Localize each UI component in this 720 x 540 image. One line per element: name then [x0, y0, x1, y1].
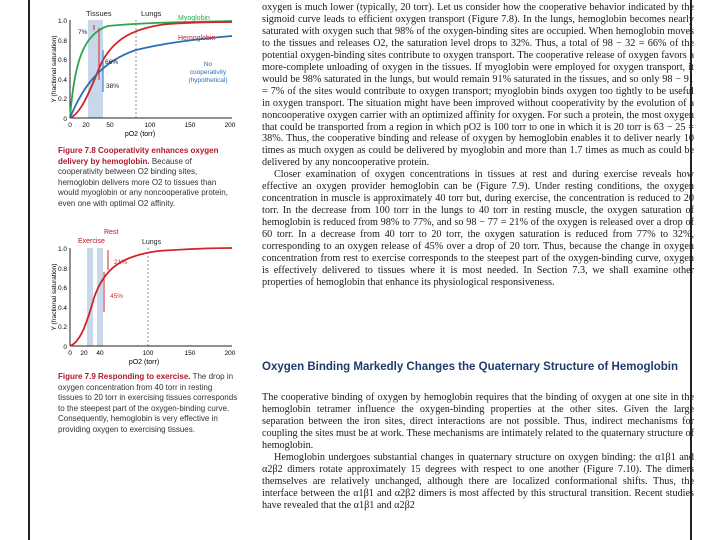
- left-margin-rule: [28, 0, 30, 540]
- x-tick: 0: [68, 122, 72, 129]
- annotation-45: 45%: [110, 293, 124, 300]
- x-tick: 0: [68, 350, 72, 357]
- annotation-38: 38%: [106, 83, 120, 90]
- tissues-band: [88, 20, 103, 118]
- y-axis-label: Y (fractional saturation): [51, 35, 58, 103]
- caption-title: Responding to exercise.: [98, 372, 191, 381]
- figure-7-8-caption: [58, 146, 238, 209]
- caption-title: Cooperativity enhances oxygen delivery by hemoglobin.: [58, 146, 219, 166]
- legend-nocoop-1: No: [203, 61, 213, 68]
- rest-band: [97, 248, 103, 346]
- x-tick: 20: [82, 122, 90, 129]
- exercise-label: Exercise: [78, 238, 105, 245]
- y-tick: 1.0: [57, 246, 67, 253]
- x-ticks: [68, 122, 236, 129]
- annotation-21: 21%: [114, 259, 128, 266]
- y-tick: 0.8: [57, 266, 67, 273]
- y-tick: 0.6: [57, 285, 67, 292]
- y-tick: 0: [63, 344, 67, 351]
- legend-nocoop-2: cooperativity: [189, 69, 227, 76]
- y-tick: 0.4: [57, 77, 67, 84]
- y-tick: 0.6: [57, 57, 67, 64]
- lungs-label: Lungs: [142, 239, 162, 246]
- y-tick: 0.2: [57, 324, 67, 331]
- paragraph: Hemoglobin undergoes substantial changes in quaternary structure on oxygen binding: the α1β1 and α2β2 dimers rotate approximately 15 degrees with respect to one another (Figure 7.10). The dimers themselves are relatively unchanged, although there are localized conformational shifts. Thus, the interface between the α1β1 and α2β2 dimers is most affected by this structural transition. Recent studies have revealed that the α1β1 and α2β2: [262, 451, 694, 511]
- hemoglobin-curve: [70, 248, 232, 346]
- legend-nocoop-3: (hypothetical): [188, 77, 228, 84]
- figure-7-9-caption: [58, 372, 238, 435]
- legend-myoglobin: Myoglobin: [178, 15, 210, 22]
- y-ticks: [58, 18, 67, 123]
- x-tick: 100: [144, 122, 156, 129]
- y-ticks: [58, 246, 67, 351]
- tissues-label: Tissues: [86, 9, 112, 18]
- exercise-band: [87, 248, 93, 346]
- body-column-top: [262, 2, 694, 289]
- paragraph: The cooperative binding of oxygen by hemoglobin requires that the binding of oxygen at one site in the hemoglobin tetramer influence the oxygen-binding properties at the other sites. Given the large separation between the iron sites, direct interactions are not possible. Thus, indirect mechanisms for coupling the sites must be at work. These mechanisms are intimately related to the quaternary structure of hemoglobin.: [262, 392, 694, 451]
- x-axis-label: pO2 (torr): [124, 131, 156, 138]
- caption-label: Figure 7.8: [58, 146, 96, 155]
- caption-label: Figure 7.9: [58, 372, 96, 381]
- annotation-7: 7%: [78, 29, 88, 36]
- y-tick: 0.4: [57, 305, 67, 312]
- caption-text: Because of cooperativity between O2 binding sites, hemoglobin delivers more O2 to tissues than would myoglobin or any noncooperative protein, even one with optimal O2 affinity.: [58, 156, 228, 208]
- paragraph: Closer examination of oxygen concentrations in tissues at rest and during exercise reveals how effective an oxygen provider hemoglobin can be (Figure 7.9). Under resting conditions, the oxygen concentration in muscle is approximately 40 torr but, during exercise, the concentration is reduced to 20 torr. In the decrease from 100 torr in the lungs to 40 torr in resting muscle, the oxygen saturation of hemoglobin is reduced from 98% to 77%, and so 98 − 77 = 21% of the oxygen is released over a drop of 60 torr. In a decrease from 40 torr to 20 torr, the oxygen saturation is reduced from 77% to 32%, corresponding to an oxygen release of 45% over a drop of 20 torr. Thus, because the change in oxygen concentration from rest to exercise corresponds to the steepest part of the oxygen-binding curve, oxygen is effectively delivered to tissues where it is most needed. In Section 7.3, we shall examine other properties of hemoglobin that enhance its physiological responsiveness.: [262, 169, 694, 288]
- section-heading: Oxygen Binding Markedly Changes the Quaternary Structure of Hemoglobin: [262, 361, 678, 373]
- x-tick: 20: [80, 350, 88, 357]
- caption-text: The drop in oxygen concentration from 40 torr in resting tissues to 20 torr in exercising tissues corresponds to the steepest part of the oxygen-binding curve. Consequently, hemoglobin is very effective in providing oxygen to exercising tissues.: [58, 372, 238, 434]
- x-tick: 100: [142, 350, 154, 357]
- annotation-66: 66%: [105, 59, 119, 66]
- figure-7-8: [48, 6, 248, 138]
- y-axis-label: Y (fractional saturation): [51, 263, 58, 331]
- legend-hemoglobin: Hemoglobin: [178, 35, 216, 42]
- paragraph: oxygen is much lower (typically, 20 torr). Let us consider how the cooperative behavior indicated by the sigmoid curve leads to efficient oxygen transport (Figure 7.8). In the lungs, hemoglobin becomes nearly saturated with oxygen such that 98% of the oxygen-binding sites are occupied. When hemoglobin moves to the tissues and releases O2, the saturation level drops to 32%. Thus, a total of 98 − 32 = 66% of the potential oxygen-binding sites contribute to oxygen transport. The cooperative release of oxygen favors a more-complete unloading of oxygen in the tissues. If myoglobin were employed for oxygen transport, it would be 98% saturated in the lungs, but would remain 91% saturated in the tissues, and so only 98 − 91 = 7% of the sites would contribute to oxygen transport; myoglobin binds oxygen too tightly to be useful in oxygen transport. The situation might have been improved without cooperativity by the evolution of a noncooperative oxygen carrier with an optimized affinity for oxygen. For such a protein, the most oxygen that could be transported from a region in which pO2 is 100 torr to one in which it is 20 torr is 63 − 25 = 38%. Thus, the cooperative binding and release of oxygen by hemoglobin enables it to deliver nearly 10 times as much oxygen as could be delivered by myoglobin and more than 1.7 times as much as could be delivered by any noncooperative protein.: [262, 2, 694, 169]
- x-tick: 150: [184, 350, 196, 357]
- y-tick: 0: [63, 116, 67, 123]
- x-tick: 200: [224, 350, 236, 357]
- lungs-label: Lungs: [141, 9, 162, 18]
- x-tick: 150: [184, 122, 196, 129]
- x-tick: 200: [224, 122, 236, 129]
- y-tick: 0.2: [57, 96, 67, 103]
- y-tick: 1.0: [57, 18, 67, 25]
- x-tick: 50: [106, 122, 114, 129]
- x-ticks: [68, 350, 236, 357]
- body-column-bottom: [262, 392, 694, 512]
- rest-label: Rest: [104, 229, 119, 236]
- x-tick: 40: [96, 350, 104, 357]
- figure-7-9: [48, 226, 248, 366]
- y-tick: 0.8: [57, 38, 67, 45]
- x-axis-label: pO2 (torr): [128, 359, 160, 366]
